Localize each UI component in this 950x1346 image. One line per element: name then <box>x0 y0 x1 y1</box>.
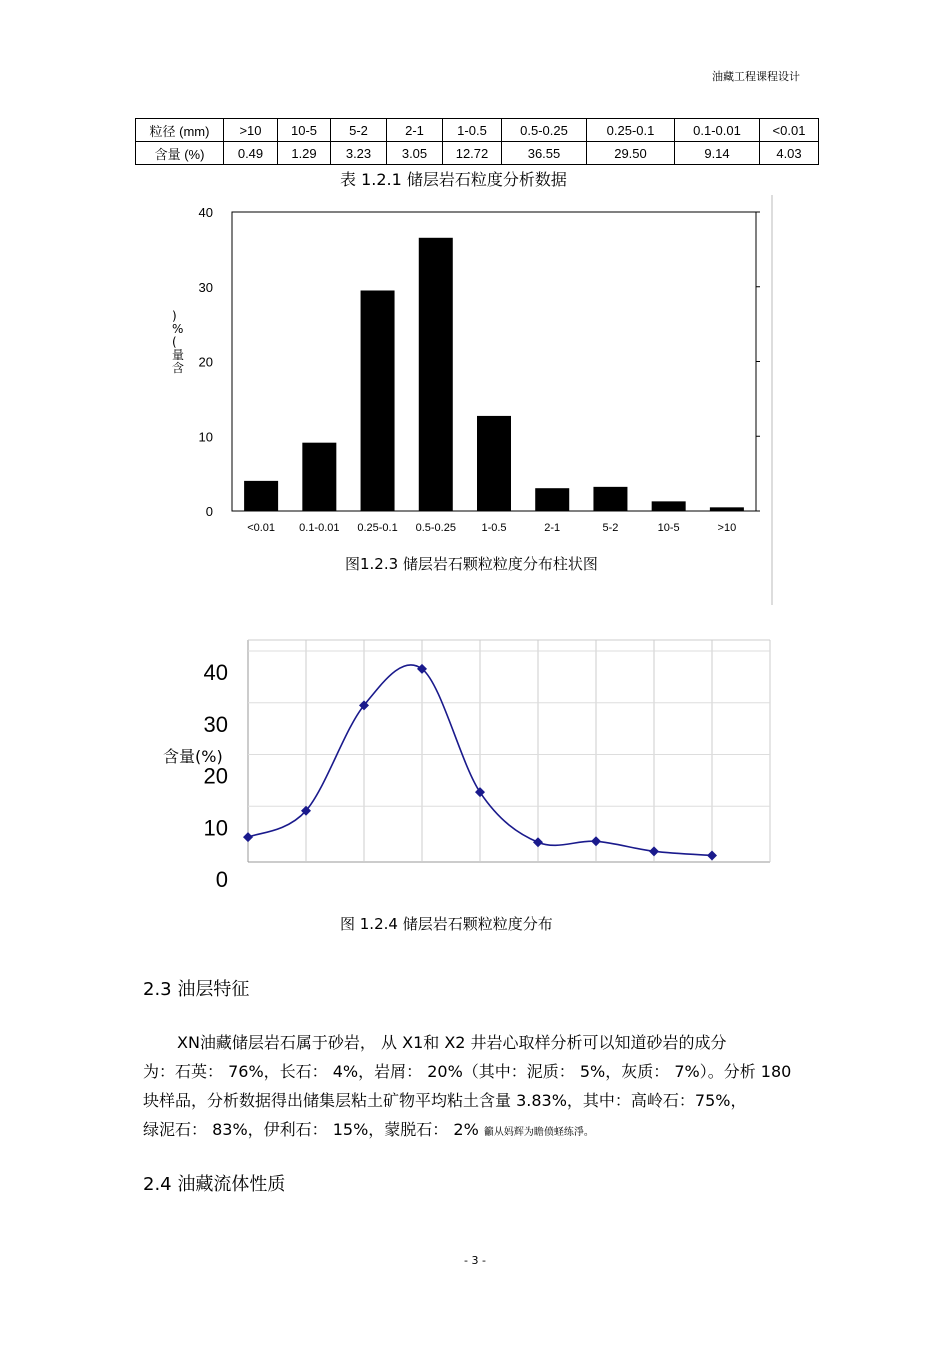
table-cell: 0.5-0.25 <box>502 119 587 142</box>
bar-x-tick-label: 0.25-0.1 <box>357 522 398 534</box>
line-point-marker <box>243 832 253 842</box>
table-cell: 2-1 <box>387 119 443 142</box>
bar-x-tick-label: 1-0.5 <box>481 522 507 534</box>
line-point-marker <box>649 846 659 856</box>
table-cell: 29.50 <box>587 142 675 165</box>
bar-y-tick-label: 10 <box>198 429 213 445</box>
table-cell: 9.14 <box>675 142 760 165</box>
section-heading: 2.4 油藏流体性质 <box>143 1174 286 1195</box>
paragraph-text: 绿泥石： 83%，伊利石： 15%，蒙脱石： 2% <box>143 1120 479 1139</box>
table-cell: 3.05 <box>387 142 443 165</box>
section-heading: 2.3 油层特征 <box>143 979 250 1000</box>
bar-y-tick-label: 40 <box>198 205 213 220</box>
line-y-tick-label: 20 <box>203 763 228 789</box>
bar-y-tick-label: 0 <box>205 504 213 519</box>
table-caption: 表 1.2.1 储层岩石粒度分析数据 <box>340 170 567 189</box>
line-point-marker <box>533 837 543 847</box>
paragraph-line: 为：石英： 76%，长石： 4%，岩屑： 20%（其中：泥质： 5%，灰质： 7%）。分析 180 <box>143 1062 792 1081</box>
bar-chart-caption: 图1.2.3 储层岩石颗粒粒度分布柱状图 <box>345 555 598 573</box>
paragraph-line: 块样品，分析数据得出储集层粘土矿物平均粘土含量 3.83%，其中：高岭石：75%， <box>143 1091 747 1110</box>
table-cell: 0.49 <box>224 142 278 165</box>
line-y-ticks <box>204 660 228 892</box>
table-cell: 12.72 <box>443 142 502 165</box>
table-cell: 粒径 (mm) <box>136 119 224 142</box>
line-point-marker <box>475 787 485 797</box>
line-y-tick-label: 40 <box>203 660 228 685</box>
table-cell: 1-0.5 <box>443 119 502 142</box>
bar-y-axis-label: ) % (量含 <box>172 309 185 375</box>
line-y-axis-label: 含量(%) <box>163 747 223 766</box>
table-cell: 0.25-0.1 <box>587 119 675 142</box>
line-y-tick-label: 0 <box>215 867 228 892</box>
line-y-tick-label: 10 <box>203 815 228 841</box>
page-number: - 3 - <box>464 1254 486 1267</box>
bar-x-tick-label: 0.1-0.01 <box>299 522 340 534</box>
bar-y-tick-label: 30 <box>198 279 213 295</box>
table-cell: 1.29 <box>278 142 331 165</box>
section-paragraph <box>143 1028 813 1147</box>
line-grid <box>248 640 770 862</box>
table-cell: 含量 (%) <box>136 142 224 165</box>
paragraph-small-text: 籲从妈辉为瞻偾蛏练淨。 <box>483 1127 594 1138</box>
table-cell: 5-2 <box>331 119 387 142</box>
bar-x-tick-label: 5-2 <box>602 522 619 534</box>
bar-x-tick-label: 10-5 <box>657 522 680 534</box>
line-y-tick-label: 30 <box>203 711 228 737</box>
table-cell: 0.1-0.01 <box>675 119 760 142</box>
paragraph-line <box>143 1115 813 1147</box>
line-chart-caption: 图 1.2.4 储层岩石颗粒粒度分布 <box>340 915 553 933</box>
table-cell: >10 <box>224 119 278 142</box>
table-cell: <0.01 <box>760 119 819 142</box>
bar-x-tick-label: 0.5-0.25 <box>415 522 456 534</box>
line-point-marker <box>707 850 717 860</box>
table-cell: 36.55 <box>502 142 587 165</box>
table-cell: 3.23 <box>331 142 387 165</box>
bar-y-tick-label: 20 <box>198 354 213 370</box>
table-cell: 4.03 <box>760 142 819 165</box>
bar-x-tick-label: <0.01 <box>247 522 276 534</box>
paragraph-line: XN油藏储层岩石属于砂岩， 从 X1和 X2 井岩心取样分析可以知道砂岩的成分 <box>177 1033 727 1052</box>
bar-x-tick-label: 2-1 <box>544 522 561 534</box>
line-point-marker <box>591 836 601 846</box>
page-header: 油藏工程课程设计 <box>712 70 800 83</box>
bar-x-tick-label: >10 <box>717 522 737 534</box>
table-cell: 10-5 <box>278 119 331 142</box>
